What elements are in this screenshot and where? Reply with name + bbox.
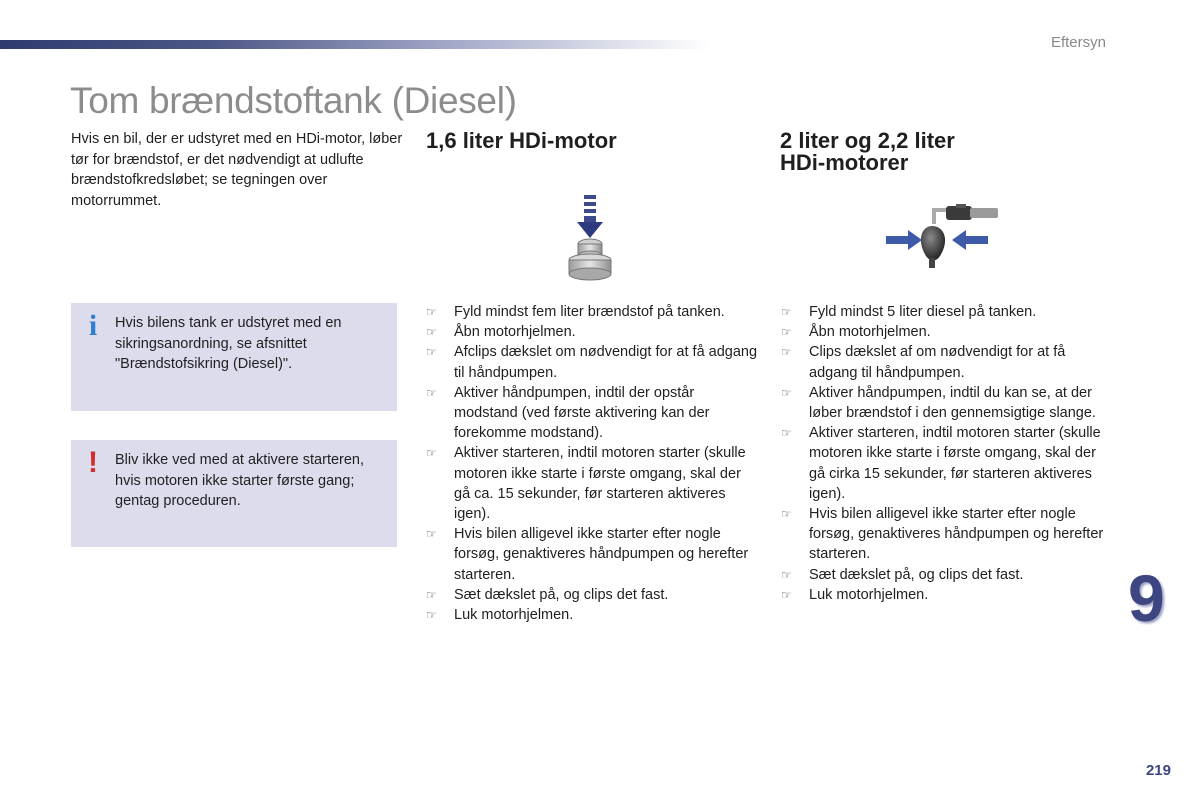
pointing-hand-icon: ☞: [781, 385, 792, 400]
intro-paragraph: Hvis en bil, der er udstyret med en HDi-motor, løber tør for brændstof, er det nødvendigt at udlufte brændstofkredsløbet; se tegningen over motorrummet.: [71, 131, 403, 209]
column2-heading-line1: 2 liter og 2,2 liter: [780, 128, 955, 153]
warning-icon: !: [88, 446, 98, 479]
step-text: Hvis bilen alligevel ikke starter efter nogle forsøg, genaktiveres håndpumpen og herefter starteren.: [809, 506, 1104, 563]
list-item: [426, 524, 761, 585]
list-item: [426, 322, 761, 342]
pointing-hand-icon: ☞: [426, 385, 437, 400]
info-icon: i: [88, 309, 98, 342]
list-item: [781, 423, 1116, 504]
list-item: [426, 342, 761, 382]
pointing-hand-icon: ☞: [426, 446, 437, 461]
pointing-hand-icon: ☞: [426, 608, 437, 623]
info-box-text: Hvis bilens tank er udstyret med en sikringsanordning, se afsnittet "Brændstofsikring (Diesel)".: [115, 315, 342, 372]
chapter-number: 9: [1128, 561, 1165, 635]
pointing-hand-icon: ☞: [781, 426, 792, 441]
column2-heading: [780, 130, 955, 174]
step-text: Fyld mindst fem liter brændstof på tanken.: [454, 304, 725, 320]
pointing-hand-icon: ☞: [781, 567, 792, 582]
pointing-hand-icon: ☞: [781, 345, 792, 360]
pointing-hand-icon: ☞: [426, 587, 437, 602]
list-item: [426, 443, 761, 524]
list-item: [781, 585, 1116, 605]
step-text: Aktiver håndpumpen, indtil du kan se, at der løber brændstof i den gennemsigtige slange.: [809, 384, 1096, 422]
warning-box-text: Bliv ikke ved med at aktivere starteren, hvis motoren ikke starter første gang; gentag proceduren.: [115, 452, 365, 509]
step-text: Hvis bilen alligevel ikke starter efter nogle forsøg, genaktiveres håndpumpen og herefter starteren.: [454, 526, 749, 583]
page-title: Tom brændstoftank (Diesel): [70, 80, 517, 121]
step-text: Luk motorhjelmen.: [454, 607, 574, 624]
step-text: Clips dækslet af om nødvendigt for at få adgang til håndpumpen.: [809, 344, 1066, 381]
step-text: Aktiver starteren, indtil motoren starter (skulle motoren ikke starte i første omgang, skal der gå cirka 15 sekunder, før starteren aktiveres igen).: [809, 425, 1101, 502]
pointing-hand-icon: ☞: [781, 587, 792, 602]
list-item: [781, 342, 1116, 382]
step-text: Aktiver starteren, indtil motoren starter (skulle motoren ikke starte i første omgang, skal der gå ca. 15 sekunder, før starteren aktiveres igen).: [454, 445, 746, 523]
step-text: Åbn motorhjelmen.: [454, 324, 576, 341]
list-item: [781, 504, 1116, 565]
step-text: Sæt dækslet på, og clips det fast.: [454, 586, 669, 603]
pointing-hand-icon: ☞: [426, 345, 437, 360]
page-number: 219: [1145, 762, 1171, 779]
list-item: [426, 605, 761, 625]
column1-steps: [426, 302, 761, 625]
column1-heading: 1,6 liter HDi-motor: [426, 128, 617, 153]
hand-pump-push-icon: [560, 192, 620, 293]
warning-box: [71, 440, 397, 547]
step-text: Aktiver håndpumpen, indtil der opstår modstand (ved første aktivering kan der forekomme modstand).: [454, 384, 710, 442]
step-text: Sæt dækslet på, og clips det fast.: [809, 566, 1024, 583]
list-item: [426, 383, 761, 444]
squeeze-bulb-pump-icon: [884, 202, 1004, 277]
pointing-hand-icon: ☞: [781, 305, 792, 319]
header-gradient-bar: [0, 40, 710, 49]
pointing-hand-icon: ☞: [426, 305, 437, 319]
info-box: [71, 303, 397, 411]
step-text: Afclips dækslet om nødvendigt for at få adgang til håndpumpen.: [454, 344, 758, 381]
list-item: [426, 585, 761, 605]
list-item: [781, 302, 1116, 322]
pointing-hand-icon: ☞: [426, 325, 437, 340]
list-item: [781, 383, 1116, 423]
pointing-hand-icon: ☞: [781, 325, 792, 340]
pointing-hand-icon: ☞: [781, 507, 792, 522]
step-text: Fyld mindst 5 liter diesel på tanken.: [809, 304, 1037, 320]
step-text: Åbn motorhjelmen.: [809, 324, 931, 341]
list-item: [781, 565, 1116, 585]
pointing-hand-icon: ☞: [426, 527, 437, 542]
column2-heading-line2: HDi-motorer: [780, 150, 909, 175]
list-item: [426, 302, 761, 322]
section-label: Eftersyn: [1050, 34, 1106, 51]
list-item: [781, 322, 1116, 342]
column2-steps: [781, 302, 1116, 605]
step-text: Luk motorhjelmen.: [809, 586, 929, 603]
